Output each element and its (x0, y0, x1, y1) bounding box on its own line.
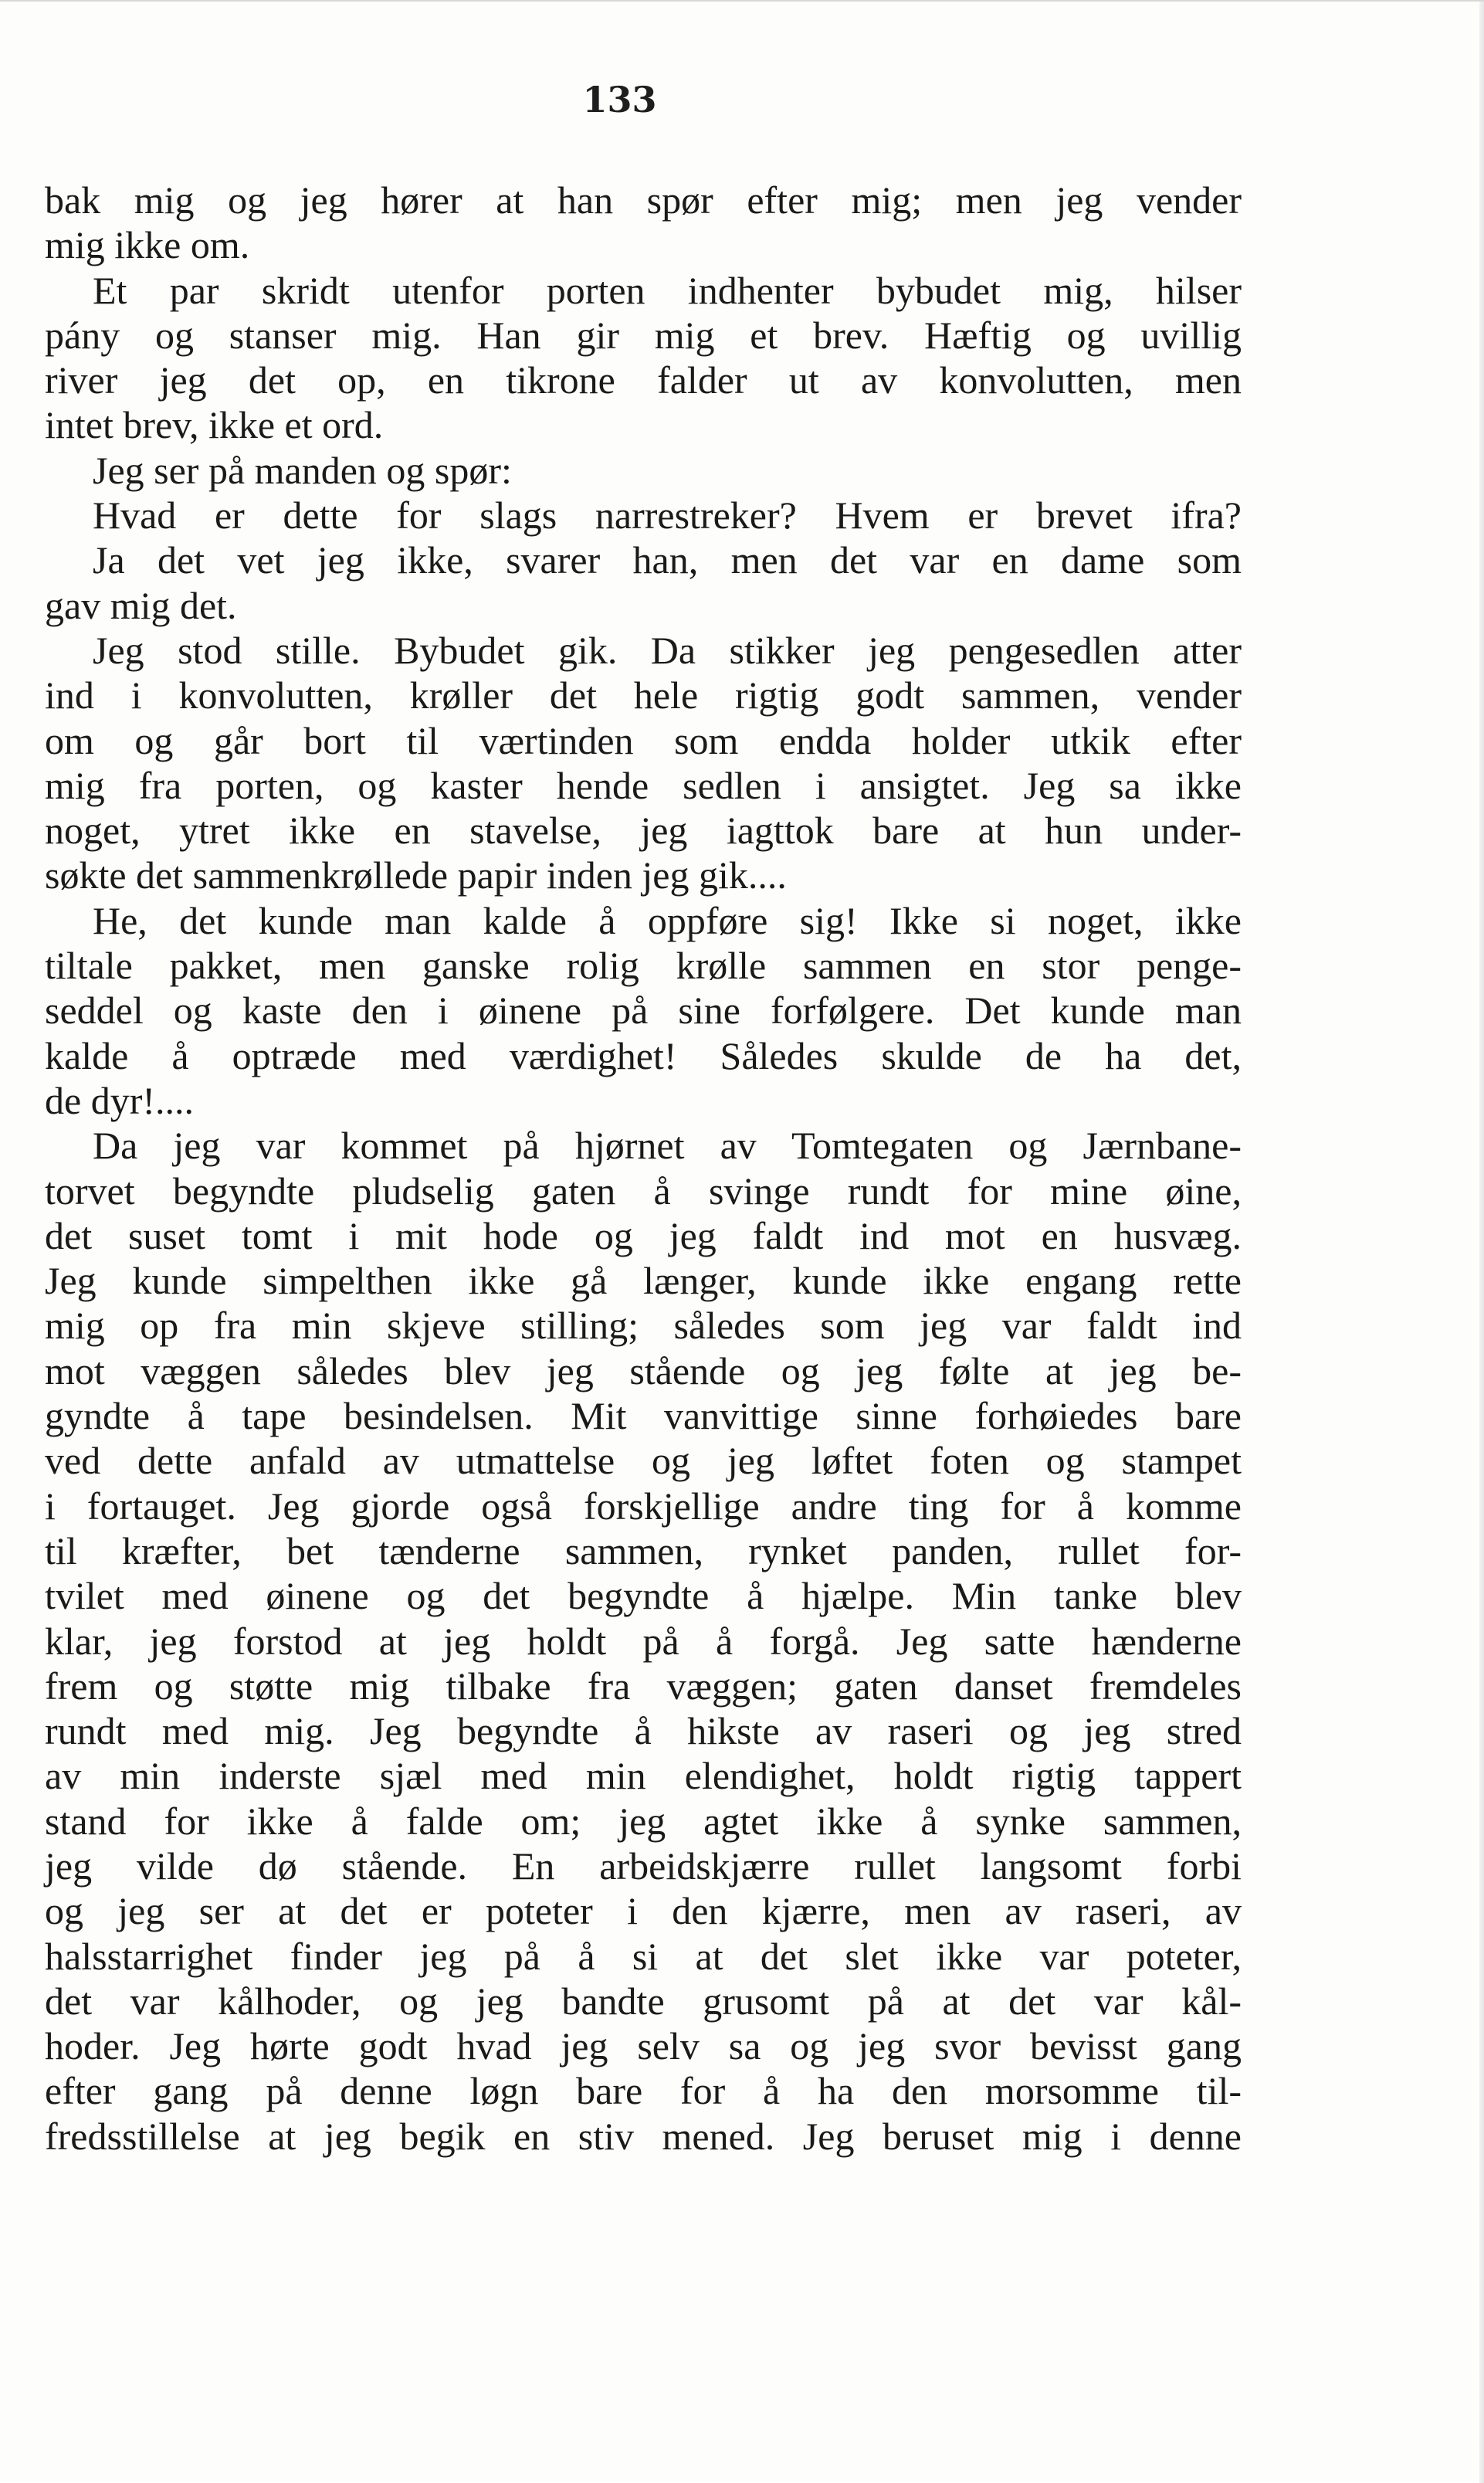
text-line: He, det kunde man kalde å oppføre sig! Ikke si noget, ikke (93, 898, 1242, 942)
text-line: i fortauget. Jeg gjorde også forskjellige andre ting for å komme (45, 1484, 1242, 1528)
text-line: Et par skridt utenfor porten indhenter bybudet mig, hilser (93, 268, 1242, 312)
text-line: ind i konvolutten, krøller det hele rigtig godt sammen, vender (45, 673, 1242, 717)
text-line: av min inderste sjæl med min elendighet, holdt rigtig tappert (45, 1754, 1242, 1798)
text-line: fredsstillelse at jeg begik en stiv mened. Jeg beruset mig i denne (45, 2114, 1242, 2158)
text-line: mig op fra min skjeve stilling; således som jeg var faldt ind (45, 1304, 1242, 1348)
text-line: Hvad er dette for slags narrestreker? Hvem er brevet ifra? (93, 494, 1242, 538)
text-line: jeg vilde dø stående. En arbeidskjærre rullet langsomt forbi (45, 1844, 1242, 1888)
text-line: om og går bort til værtinden som endda holder utkik efter (45, 718, 1242, 762)
text-line: frem og støtte mig tilbake fra væggen; gaten danset fremdeles (45, 1664, 1242, 1708)
text-line: Jeg stod stille. Bybudet gik. Da stikker jeg pengesedlen atter (93, 628, 1242, 672)
text-line: seddel og kaste den i øinene på sine forfølgere. Det kunde man (45, 989, 1242, 1033)
text-line: til kræfter, bet tænderne sammen, rynket panden, rullet for- (45, 1528, 1242, 1572)
text-line: halsstarrighet finder jeg på å si at det slet ikke var poteter, (45, 1934, 1242, 1978)
text-line: mig ikke om. (45, 223, 250, 267)
text-line: de dyr!.... (45, 1078, 194, 1122)
page-edge (1479, 2, 1484, 2483)
text-line: søkte det sammenkrøllede papir inden jeg gik.... (45, 853, 787, 897)
text-line: efter gang på denne løgn bare for å ha den morsomme til- (45, 2069, 1242, 2113)
text-line: kalde å optræde med værdighet! Således skulde de ha det, (45, 1033, 1242, 1077)
text-line: river jeg det op, en tikrone falder ut av konvolutten, men (45, 358, 1242, 402)
text-line: hoder. Jeg hørte godt hvad jeg selv sa og jeg svor bevisst gang (45, 2024, 1242, 2068)
text-line: tiltale pakket, men ganske rolig krølle sammen en stor penge- (45, 944, 1242, 988)
text-line: det var kålhoder, og jeg bandte grusomt på at det var kål- (45, 1979, 1242, 2023)
text-line: mot væggen således blev jeg stående og jeg følte at jeg be- (45, 1348, 1242, 1392)
text-line: noget, ytret ikke en stavelse, jeg iagttok bare at hun under- (45, 809, 1242, 853)
text-line: rundt med mig. Jeg begyndte å hikste av raseri og jeg stred (45, 1709, 1242, 1753)
text-line: Ja det vet jeg ikke, svarer han, men det var en dame som (93, 538, 1242, 582)
text-line: Jeg kunde simpelthen ikke gå længer, kunde ikke engang rette (45, 1259, 1242, 1303)
text-line: og jeg ser at det er poteter i den kjærre, men av raseri, av (45, 1889, 1242, 1933)
text-line: Jeg ser på manden og spør: (93, 448, 512, 492)
text-line: mig fra porten, og kaster hende sedlen i ansigtet. Jeg sa ikke (45, 763, 1242, 807)
text-line: bak mig og jeg hører at han spør efter mig; men jeg vender (45, 178, 1242, 222)
text-line: intet brev, ikke et ord. (45, 403, 384, 447)
text-line: Da jeg var kommet på hjørnet av Tomtegaten og Jærnbane- (93, 1124, 1242, 1168)
page-number: 133 (582, 79, 657, 120)
text-line: tvilet med øinene og det begyndte å hjælpe. Min tanke blev (45, 1574, 1242, 1618)
text-line: gav mig det. (45, 583, 237, 627)
text-line: klar, jeg forstod at jeg holdt på å forgå. Jeg satte hænderne (45, 1619, 1242, 1663)
text-line: det suset tomt i mit hode og jeg faldt ind mot en husvæg. (45, 1213, 1242, 1257)
text-line: torvet begyndte pludselig gaten å svinge rundt for mine øine, (45, 1169, 1242, 1213)
text-line: stand for ikke å falde om; jeg agtet ikke å synke sammen, (45, 1799, 1242, 1843)
text-line: gyndte å tape besindelsen. Mit vanvittige sinne forhøiedes bare (45, 1394, 1242, 1438)
text-line: pány og stanser mig. Han gir mig et brev. Hæftig og uvillig (45, 313, 1242, 357)
text-line: ved dette anfald av utmattelse og jeg løftet foten og stampet (45, 1439, 1242, 1483)
body-text (45, 178, 1242, 2159)
